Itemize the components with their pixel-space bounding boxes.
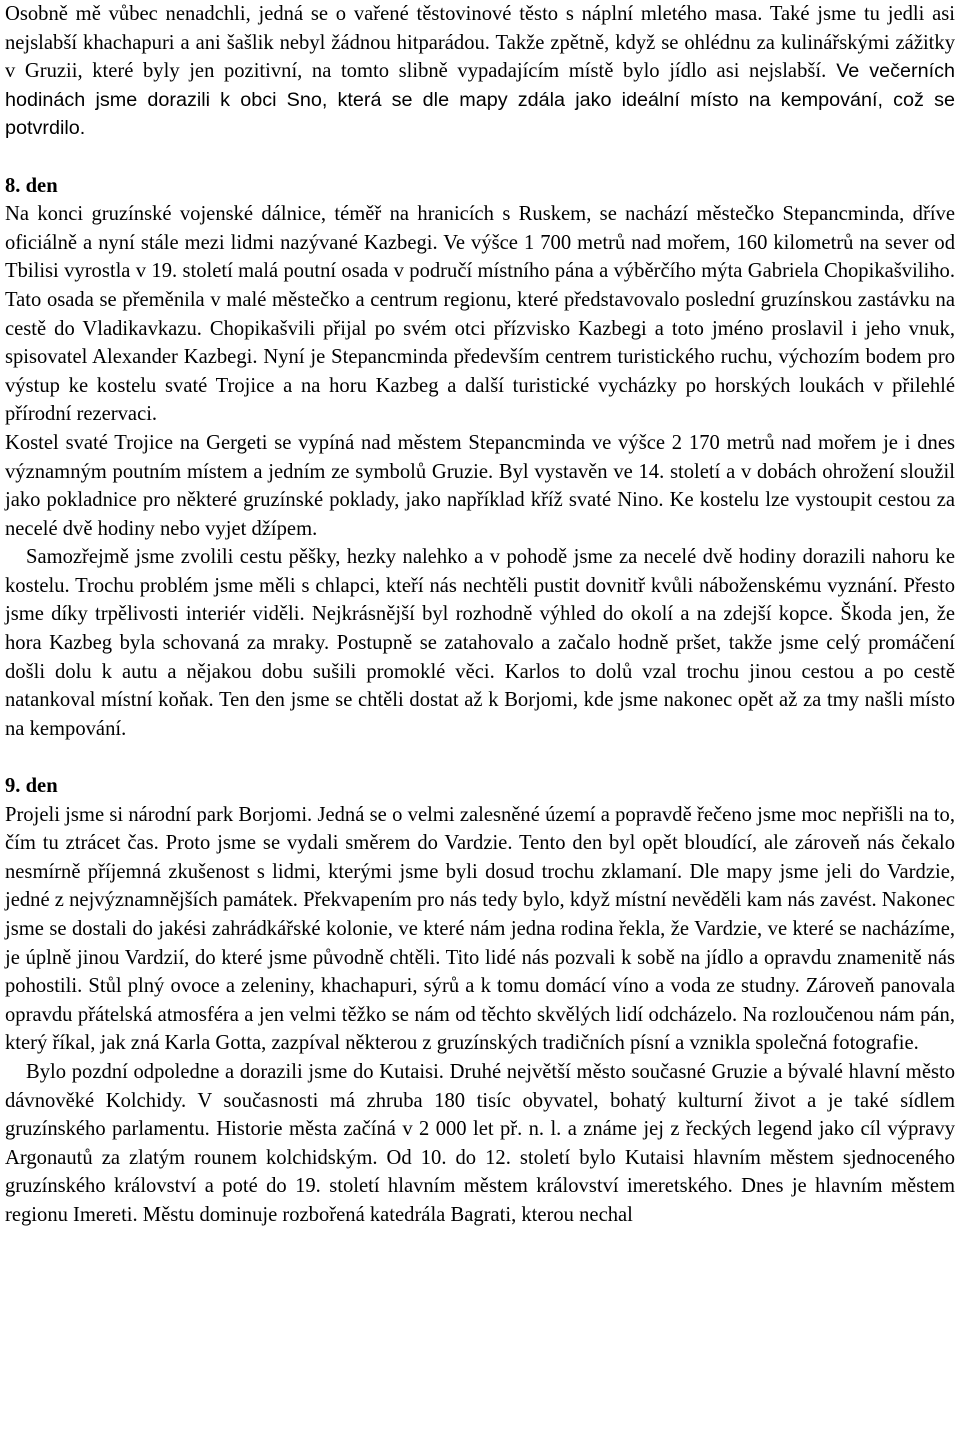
- day8-paragraph-1: Na konci gruzínské vojenské dálnice, téměř na hranicích s Ruskem, se nachází městečko Stepancminda, dříve oficiálně a nyní stále mezi lidmi nazývané Kazbegi. Ve výšce 1 700 metrů nad mořem, 160 kilometrů na sever od Tbilisi vyrostla v 19. století malá poutní osada v područí místního pána a výběrčího mýta Gabriela Chopikašviliho. Tato osada se přeměnila v malé městečko a centrum regionu, které představovalo poslední gruzínskou zastávku na cestě do Vladikavkazu. Chopikašvili přijal po svém otci přízvisko Kazbegi a toto jméno proslavil i jeho vnuk, spisovatel Alexander Kazbegi. Nyní je Stepancminda především centrem turistického ruchu, výchozím bodem pro výstup ke kostelu svaté Trojice a na horu Kazbeg a další turistické vycházky po horských loukách v přilehlé přírodní rezervaci.: [5, 203, 955, 426]
- intro-paragraph: [5, 0, 955, 143]
- day9-paragraph-2: Bylo pozdní odpoledne a dorazili jsme do Kutaisi. Druhé největší město současné Gruzie a bývalé hlavní město dávnověké Kolchidy. V současnosti má zhruba 180 tisíc obyvatel, bohatý kulturní život a je také sídlem gruzínského parlamentu. Historie města začíná v 2 000 let př. n. l. a známe jej z řeckých legend jako cíl výpravy Argonautů za zlatým rounem kolchidským. Od 10. do 12. století bylo Kutaisi hlavním městem sjednoceného gruzínského království a poté do 19. století hlavním městem království imeretského. Dnes je hlavním městem regionu Imereti. Městu dominuje rozbořená katedrála Bagrati, kterou nechal: [5, 1060, 955, 1226]
- day9-heading: 9. den: [5, 775, 58, 798]
- intro-text-serif: Osobně mě vůbec nenadchli, jedná se o vařené těstovinové těsto s náplní mletého masa. Také jsme tu jedli asi nejslabší khachapuri a ani šašlik nebyl žádnou hitparádou. Takže zpětně, když se ohlédnu za kulinářskými zážitky v Gruzii, které byly jen pozitivní, na tomto slibně vypadajícím místě bylo jídlo asi nejslabší.: [5, 3, 955, 83]
- day8-heading: 8. den: [5, 174, 58, 197]
- day9-paragraph-1: Projeli jsme si národní park Borjomi. Jedná se o velmi zalesněné území a popravdě řečeno jsme moc nepřišli na to, čím tu ztrácet čas. Proto jsme se vydali směrem do Vardzie. Tento den byl opět bloudící, ale zároveň nás čekalo nesmírně příjemná zkušenost s lidmi, kterými jsme byli dosud trochu zklamaní. Dle mapy jsme jeli do Vardzie, jedné z nejvýznamnějších památek. Překvapením pro nás tedy bylo, když místní nevěděli kam nás zavést. Nakonec jsme se dostali do jakési zahrádkářské kolonie, ve které nám jedna rodina řekla, že Vardzie, ve které se nacházíme, je úplně jinou Vardzií, do které jsme původně chtěli. Tito lidé nás pozvali k sobě na jídlo a opravdu znamenitě nás pohostili. Stůl plný ovoce a zeleniny, khachapuri, sýrů a k tomu domácí víno a voda ze studny. Zároveň panovala opravdu přátelská atmosféra a jen velmi těžko se nám od těchto skvělých lidí odcházelo. Na rozloučenou nám pán, který říkal, jak zná Karla Gotta, zazpíval některou z gruzínských tradičních písní a vznikla společná fotografie.: [5, 803, 955, 1055]
- intro-text-sans: Ve večerních hodinách jsme dorazili k obci Sno, která se dle mapy zdála jako ideální místo na kempování, což se potvrdilo.: [5, 60, 956, 140]
- day8-paragraph-3: Samozřejmě jsme zvolili cestu pěšky, hezky nalehko a v pohodě jsme za necelé dvě hodiny dorazili nahoru ke kostelu. Trochu problém jsme měli s chlapci, kteří nás nechtěli pustit dovnitř kvůli náboženskému vyznání. Přesto jsme díky trpělivosti interiér viděli. Nejkrásnější byl rozhodně výhled do okolí a na zdejší kopce. Škoda jen, že hora Kazbeg byla schovaná za mraky. Postupně se zatahovalo a začalo hodně pršet, takže jsme celý promáčení došli dolu k autu a nějakou dobu sušili promoklé věci. Karlos to dolů vzal trochu jinou cestou a po cestě natankoval místní koňak. Ten den jsme se chtěli dostat až k Borjomi, kde jsme nakonec opět až za tmy našli místo na kempování.: [5, 546, 955, 740]
- day8-paragraph-2: Kostel svaté Trojice na Gergeti se vypíná nad městem Stepancminda ve výšce 2 170 metrů nad mořem je i dnes významným poutním místem a jedním ze symbolů Gruzie. Byl vystavěn ve 14. století a v dobách ohrožení sloužil jako pokladnice pro některé gruzínské poklady, jako například kříž svaté Nino. Ke kostelu lze vystoupit cestou za necelé dvě hodiny nebo vyjet džípem.: [5, 431, 955, 540]
